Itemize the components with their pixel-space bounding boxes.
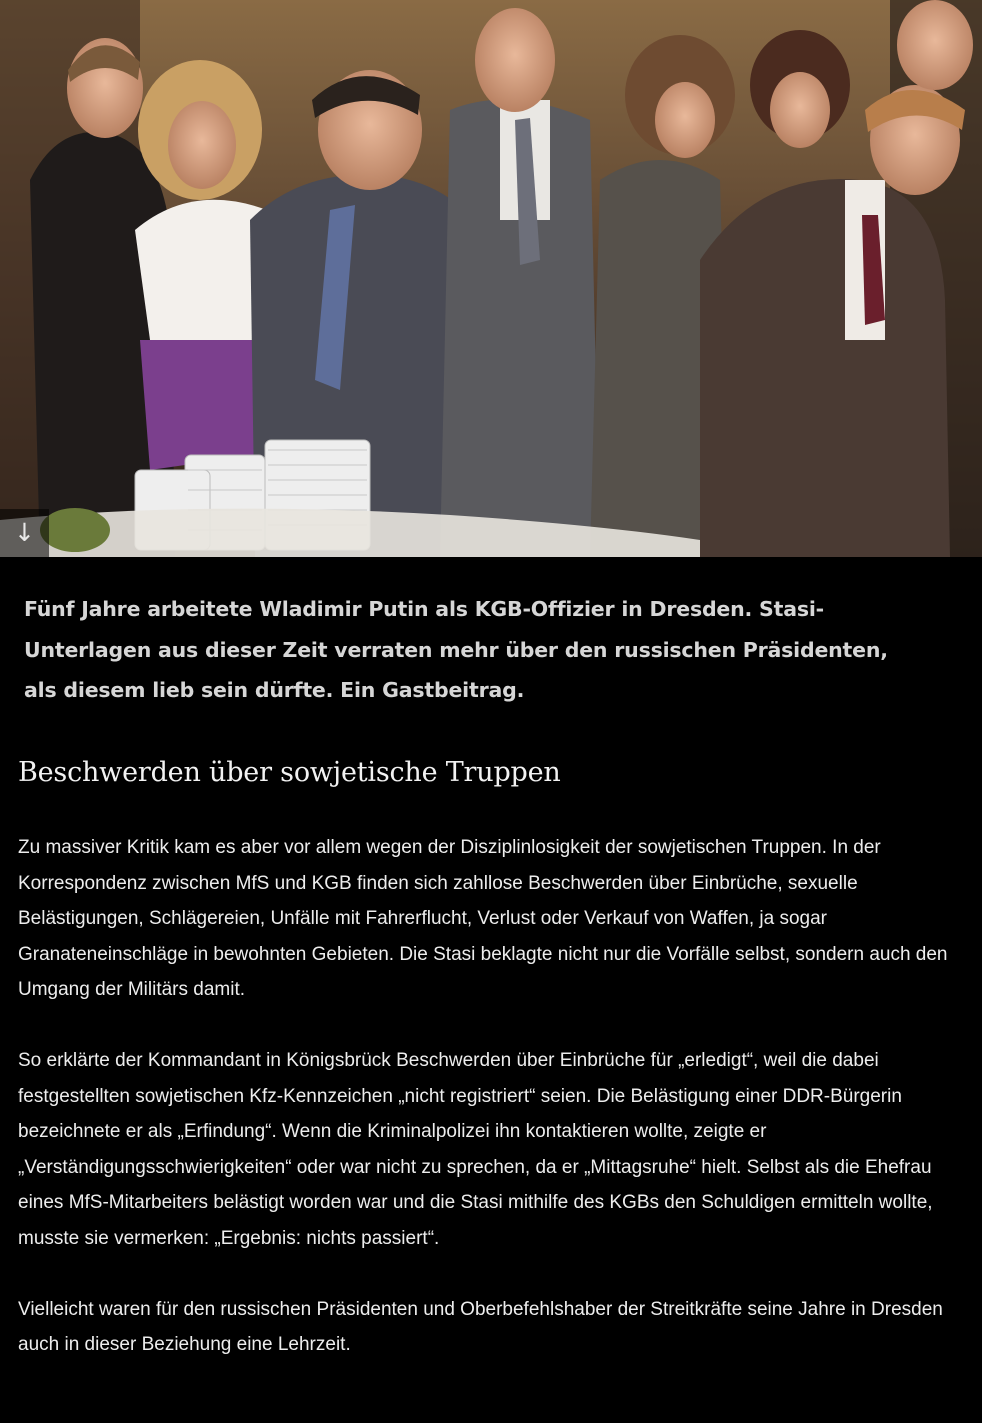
body-paragraph: Zu massiver Kritik kam es aber vor allem wegen der Disziplinlosigkeit der sowjetischen Truppen. In der Korrespondenz zwischen MfS und KGB finden sich zahllose Beschwerden über Einbrüche, sexuelle Belästigungen, Schlägereien, Unfälle mit Fahrerflucht, Verlust oder Verkauf von Waffen, ja sogar Granateneinschläge in bewohnten Gebieten. Die Stasi beklagte nicht nur die Vorfälle selbst, sondern auch den Umgang der Militärs damit. bbox=[18, 837, 948, 1000]
hero-photo bbox=[0, 0, 982, 557]
section-heading: Beschwerden über sowjetische Truppen bbox=[18, 757, 561, 788]
article-body bbox=[18, 830, 958, 1398]
scroll-down-button[interactable] bbox=[0, 509, 49, 557]
article-lead: Fünf Jahre arbeitete Wladimir Putin als KGB-Offizier in Dresden. Stasi-Unterlagen aus dieser Zeit verraten mehr über den russischen Präsidenten, als diesem lieb sein dürfte. Ein Gastbeitrag. bbox=[24, 597, 888, 702]
body-paragraph: Vielleicht waren für den russischen Präsidenten und Oberbefehlshaber der Streitkräfte seine Jahre in Dresden auch in dieser Beziehung eine Lehrzeit. bbox=[18, 1298, 943, 1355]
body-paragraph: So erklärte der Kommandant in Königsbrück Beschwerden über Einbrüche für „erledigt“, weil die dabei festgestellten sowjetischen Kfz-Kennzeichen „nicht registriert“ seien. Die Belästigung einer DDR-Bürgerin bezeichnete er als „Erfindung“. Wenn die Kriminalpolizei ihn kontaktieren wollte, zeigte er „Verständigungsschwierigkeiten“ oder war nicht zu sprechen, da er „Mittagsruhe“ hielt. Selbst als die Ehefrau eines MfS-Mitarbeiters belästigt worden war und die Stasi mithilfe des KGBs den Schuldigen ermitteln wollte, musste sie vermerken: „Ergebnis: nichts passiert“. bbox=[18, 1050, 933, 1249]
reception-buffet-photo bbox=[0, 0, 982, 557]
arrow-down-icon: ↓ bbox=[14, 518, 35, 547]
